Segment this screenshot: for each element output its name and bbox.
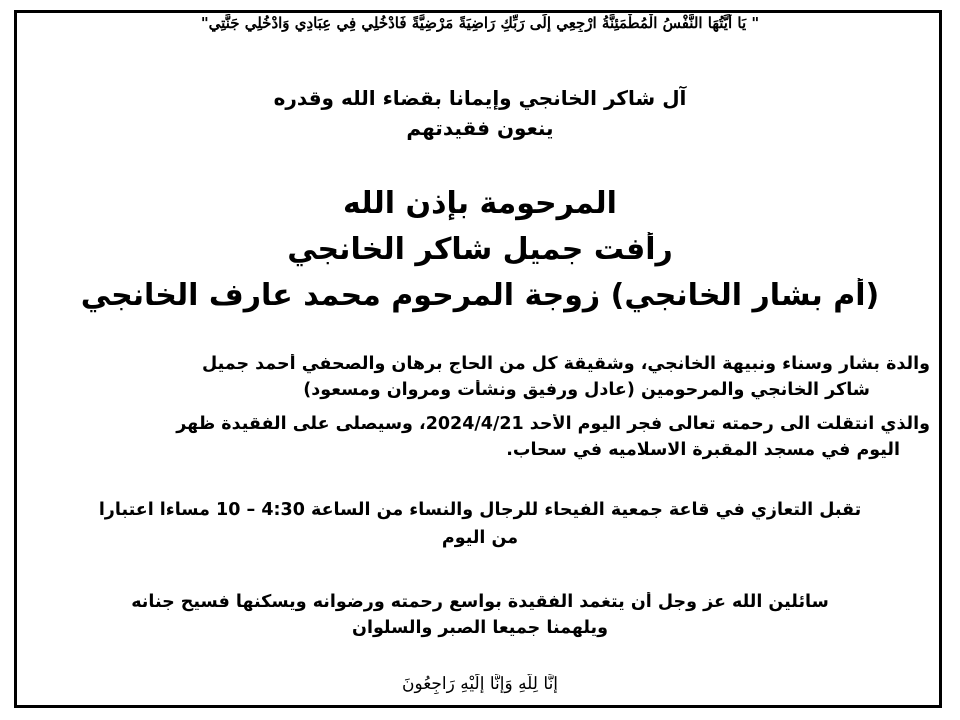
deceased-relation: (أم بشار الخانجي) زوجة المرحوم محمد عارف الخانجي [80, 278, 880, 313]
relations-line-1: والدة بشار وسناء ونبيهة الخانجي، وشقيقة كل من الحاج برهان والصحفي أحمد جميل [201, 354, 930, 374]
prayer-line-1: سائلين الله عز وجل أن يتغمد الفقيدة بواسع رحمته ورضوانه ويسكنها فسيح جنانه [131, 592, 829, 612]
deceased-title: المرحومة بإذن الله [343, 186, 617, 221]
prayer-line-2: ويلهمنا جميعا الصبر والسلوان [352, 618, 608, 638]
quran-verse-top: " يَا أَيَّتُهَا النَّفْسُ الْمُطْمَئِنَّةُ ارْجِعِي إِلَى رَبِّكِ رَاضِيَةً مَرْضِيَّةً فَادْخُلِي فِي عِبَادِي وَادْخُلِي جَنَّتِي" [200, 14, 760, 32]
family-announcement: آل شاكر الخانجي وإيمانا بقضاء الله وقدره [273, 86, 687, 110]
quran-verse-bottom: إِنَّا لِلَّهِ وَإِنَّا إِلَيْهِ رَاجِعُونَ [401, 674, 559, 694]
relations-line-2: شاكر الخانجي والمرحومين (عادل ورفيق ونشأت ومروان ومسعود) [303, 380, 870, 400]
funeral-line-2: اليوم في مسجد المقبرة الاسلاميه في سحاب. [506, 440, 900, 460]
family-mourns: ينعون فقيدتهم [406, 116, 554, 140]
deceased-name: رأفت جميل شاكر الخانجي [287, 232, 673, 267]
condolences-line-1: تقبل التعازي في قاعة جمعية الفيحاء للرجال والنساء من الساعة 4:30 – 10 مساءا اعتبارا [98, 500, 862, 520]
condolences-line-2: من اليوم [441, 528, 519, 548]
funeral-line-1: والذي انتقلت الى رحمته تعالى فجر اليوم الأحد 2024/4/21، وسيصلى على الفقيدة ظهر [176, 414, 930, 434]
